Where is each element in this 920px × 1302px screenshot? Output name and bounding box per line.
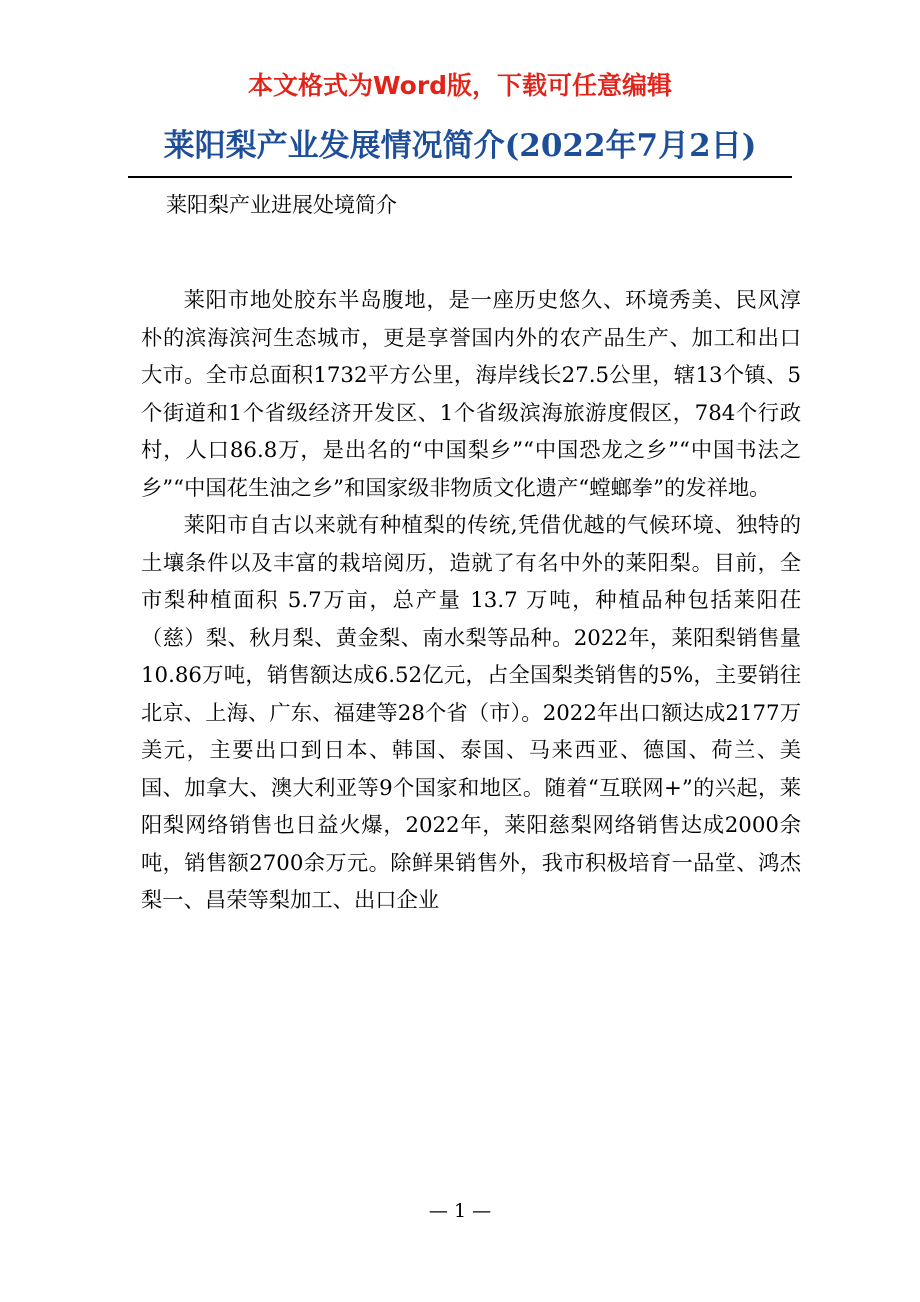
document-body bbox=[141, 282, 801, 920]
format-notice-banner: 本文格式为Word版，下载可任意编辑 bbox=[247, 71, 673, 100]
body-paragraph: 莱阳市地处胶东半岛腹地，是一座历史悠久、环境秀美、民风淳朴的滨海滨河生态城市，更是享誉国内外的农产品生产、加工和出口大市。全市总面积1732平方公里，海岸线长27.5公里，辖13个镇、5个街道和1个省级经济开发区、1个省级滨海旅游度假区，784个行政村，人口86.8万，是出名的“中国梨乡”“中国恐龙之乡”“中国书法之乡”“中国花生油之乡”和国家级非物质文化遗产“螳螂拳”的发祥地。 bbox=[141, 288, 801, 501]
document-title: 莱阳梨产业发展情况简介(2022年7月2日) bbox=[163, 128, 757, 164]
title-divider bbox=[128, 176, 792, 178]
document-subtitle: 莱阳梨产业进展处境简介 bbox=[166, 193, 397, 217]
body-paragraph: 莱阳市自古以来就有种植梨的传统,凭借优越的气候环境、独特的土壤条件以及丰富的栽培阅历，造就了有名中外的莱阳梨。目前，全市梨种植面积 5.7万亩，总产量 13.7 万吨，种植品种包括莱阳茌（慈）梨、秋月梨、黄金梨、南水梨等品种。2022年，莱阳梨销售量10.86万吨，销售额达成6.52亿元，占全国梨类销售的5%，主要销往北京、上海、广东、福建等28个省（市）。2022年出口额达成2177万美元，主要出口到日本、韩国、泰国、马来西亚、德国、荷兰、美国、加拿大、澳大利亚等9个国家和地区。随着“互联网+”的兴起，莱阳梨网络销售也日益火爆，2022年，莱阳慈梨网络销售达成2000余吨，销售额2700余万元。除鲜果销售外，我市积极培育一品堂、鸿杰梨一、昌荣等梨加工、出口企业 bbox=[141, 513, 801, 913]
page-number: — 1 — bbox=[428, 1200, 492, 1222]
